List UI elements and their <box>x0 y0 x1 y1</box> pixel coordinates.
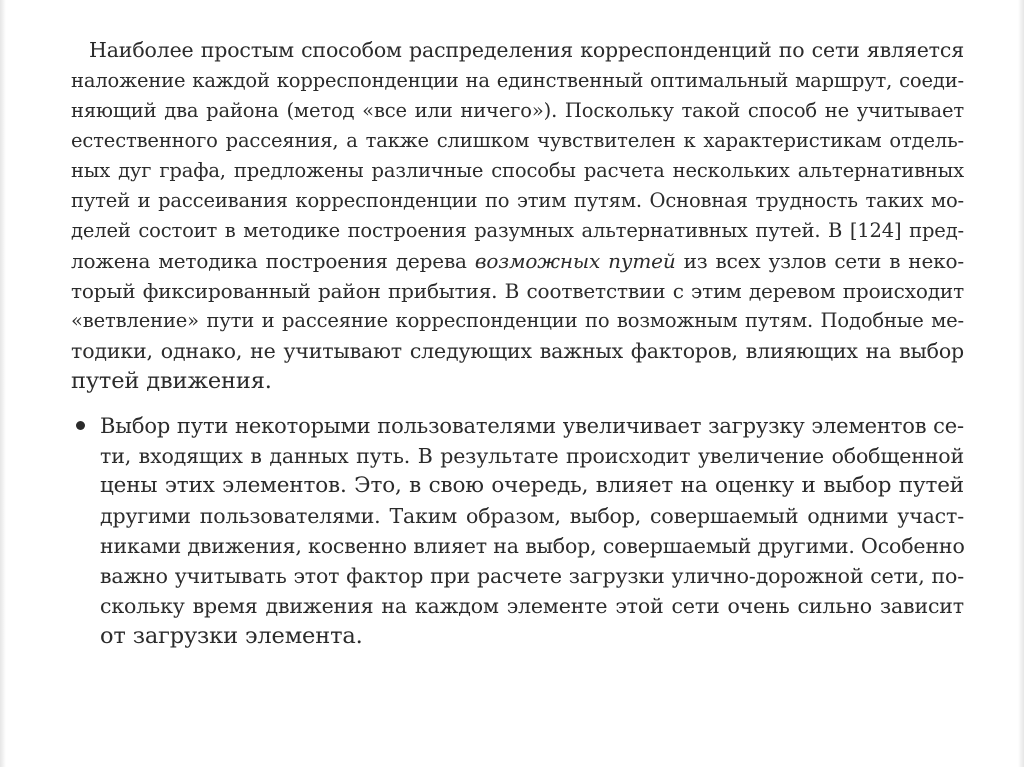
paragraph-line: естественного рассеяния, а также слишком чувствителен к характеристикам отдель- <box>71 129 964 152</box>
bullet-line: скольку время движения на каждом элементе этой сети очень сильно зависит <box>100 594 964 618</box>
page-edge-left <box>0 0 6 767</box>
paragraph-line-start: ложена методика построения дерева <box>71 249 475 273</box>
paragraph-line: наложение каждой корреспонденции на единственный оптимальный маршрут, соеди- <box>71 69 964 92</box>
bullet-line: важно учитывать этот фактор при расчете загрузки улично-дорожной сети, по- <box>100 564 964 588</box>
paragraph-line: делей состоит в методике построения разумных альтернативных путей. В [124] пред- <box>71 219 964 242</box>
bullet-line: другими пользователями. Таким образом, выбор, совершаемый одними участ- <box>100 504 964 528</box>
bullet-line: ти, входящих в данных путь. В результате происходит увеличение обобщенной <box>100 444 964 468</box>
bullet-line: Выбор пути некоторыми пользователями увеличивает загрузку элементов се- <box>100 414 964 438</box>
paragraph-line: «ветвление» пути и рассеяние корреспонденции по возможным путям. Подобные ме- <box>71 309 964 332</box>
page-edge-right <box>1018 0 1024 767</box>
bullet-line: никами движения, косвенно влияет на выбор, совершаемый другими. Особенно <box>100 534 965 558</box>
bullet-line-last: от загрузки элемента. <box>100 623 363 649</box>
emphasis-possible-paths: возможных путей <box>474 249 676 273</box>
paragraph-line: тодики, однако, не учитывают следующих важных факторов, влияющих на выбор <box>71 339 964 363</box>
paragraph-line: Наиболее простым способом распределения корреспонденций по сети является <box>89 38 964 62</box>
paragraph-line: торый фиксированный район прибытия. В соответствии с этим деревом происходит <box>71 279 964 303</box>
paragraph-line-end: из всех узлов сети в неко- <box>675 249 965 273</box>
bullet-icon <box>76 421 85 430</box>
paragraph-line-with-emphasis <box>71 247 964 275</box>
paragraph-line-last: путей движения. <box>71 368 272 394</box>
paragraph-line: ных дуг графа, предложены различные способы расчета нескольких альтернативных <box>71 159 964 182</box>
bullet-line: цены этих элементов. Это, в свою очередь, влияет на оценку и выбор путей <box>100 473 964 498</box>
paragraph-line: няющий два района (метод «все или ничего»). Поскольку такой способ не учитывает <box>71 99 964 122</box>
paragraph-line: путей и рассеивания корреспонденции по этим путям. Основная трудность таких мо- <box>71 189 964 212</box>
